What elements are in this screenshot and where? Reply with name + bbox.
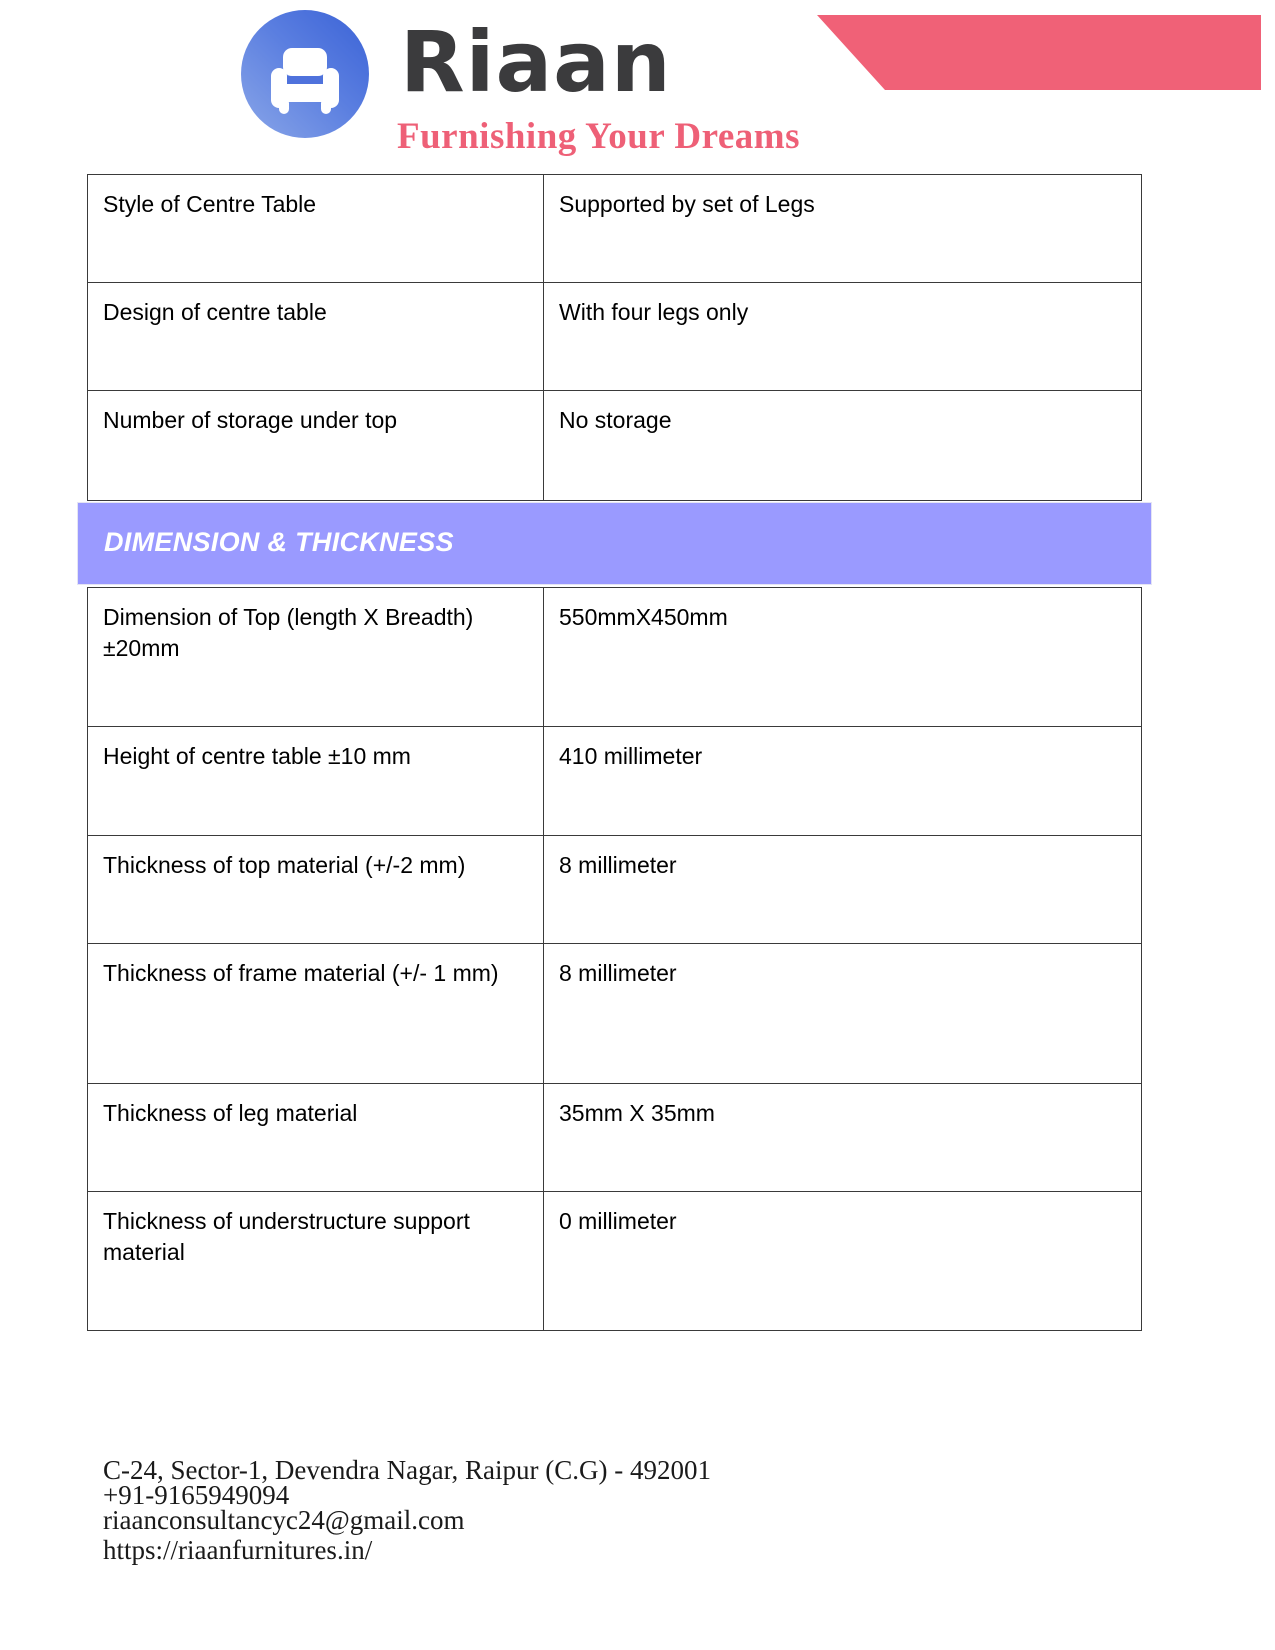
logo-badge	[241, 10, 369, 138]
table-row	[88, 588, 1142, 727]
row-value: 8 millimeter	[544, 944, 1142, 1084]
row-label: Number of storage under top	[88, 391, 544, 501]
footer-phone: +91-9165949094	[103, 1480, 290, 1510]
footer-website[interactable]: https://riaanfurnitures.in/	[103, 1535, 373, 1565]
row-value: 550mmX450mm	[544, 588, 1142, 727]
row-value: No storage	[544, 391, 1142, 501]
brand-name: Riaan	[400, 13, 672, 111]
row-label: Thickness of leg material	[88, 1084, 544, 1192]
row-label: Style of Centre Table	[88, 175, 544, 283]
table-row	[88, 1084, 1142, 1192]
row-value: 8 millimeter	[544, 836, 1142, 944]
row-value: Supported by set of Legs	[544, 175, 1142, 283]
table-row	[88, 175, 1142, 283]
spec-table-dimension	[87, 587, 1142, 1331]
row-value: 0 millimeter	[544, 1192, 1142, 1331]
row-label: Thickness of frame material (+/- 1 mm)	[88, 944, 544, 1084]
row-label: Thickness of top material (+/-2 mm)	[88, 836, 544, 944]
footer-email[interactable]: riaanconsultancyc24@gmail.com	[103, 1505, 465, 1535]
table-row	[88, 1192, 1142, 1331]
footer-contact	[103, 1455, 711, 1565]
table-row	[88, 836, 1142, 944]
decorative-banner	[817, 15, 1261, 90]
table-row	[88, 391, 1142, 501]
row-label: Design of centre table	[88, 283, 544, 391]
row-label: Dimension of Top (length X Breadth) ±20mm	[88, 588, 544, 727]
table-row	[88, 727, 1142, 836]
table-row	[88, 944, 1142, 1084]
row-value: 410 millimeter	[544, 727, 1142, 836]
brand-tagline: Furnishing Your Dreams	[397, 116, 800, 157]
table-row	[88, 283, 1142, 391]
section-title: DIMENSION & THICKNESS	[104, 527, 454, 557]
footer-address: C-24, Sector-1, Devendra Nagar, Raipur (C.G) - 492001	[103, 1455, 711, 1485]
row-value: With four legs only	[544, 283, 1142, 391]
section-header-dimension	[77, 502, 1152, 585]
spec-table-general	[87, 174, 1142, 501]
armchair-icon	[241, 10, 369, 138]
row-label: Height of centre table ±10 mm	[88, 727, 544, 836]
row-value: 35mm X 35mm	[544, 1084, 1142, 1192]
row-label: Thickness of understructure support material	[88, 1192, 544, 1331]
